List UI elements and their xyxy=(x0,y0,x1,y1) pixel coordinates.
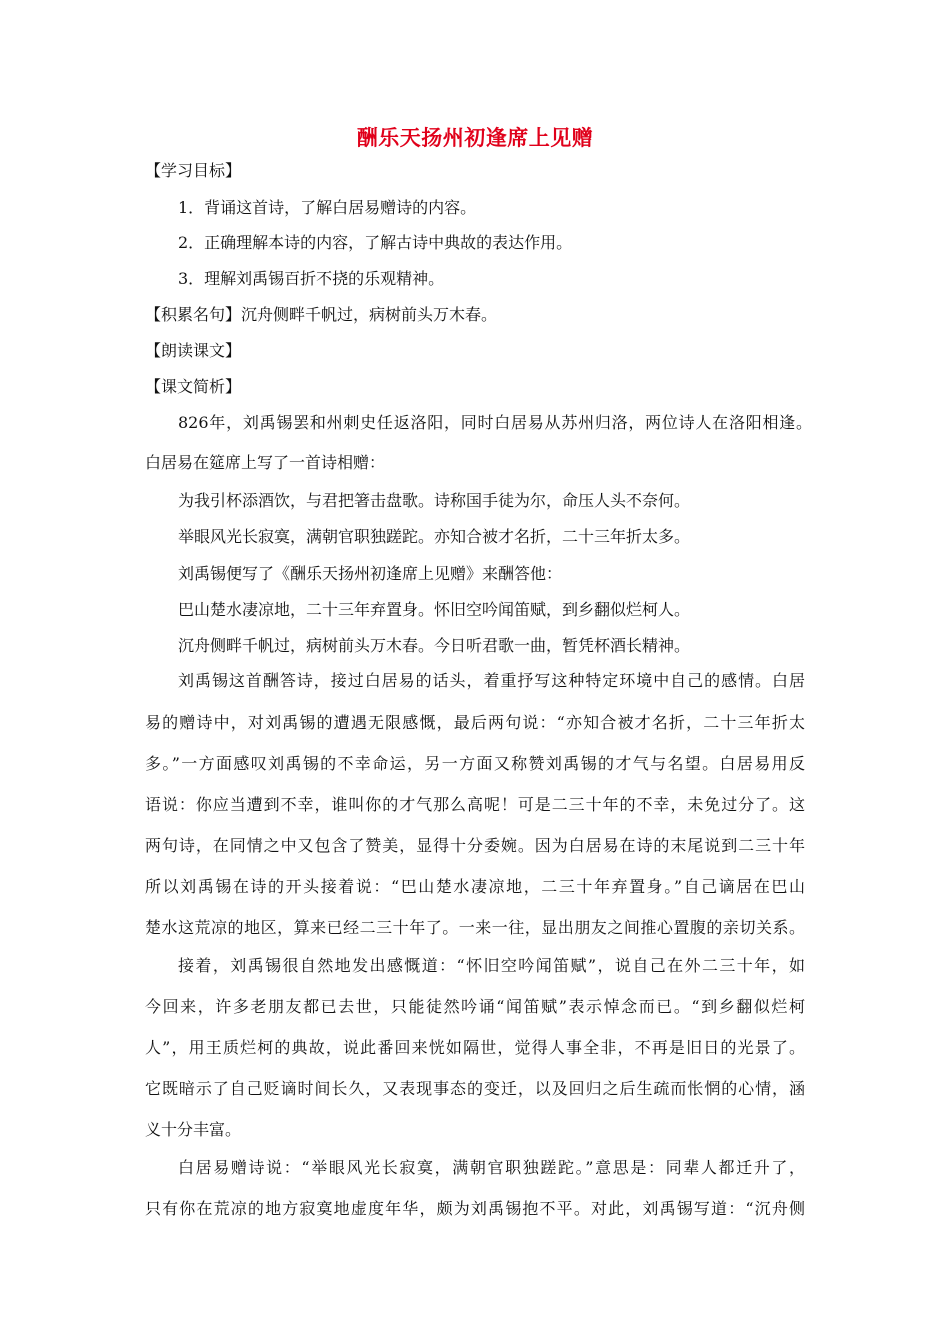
paragraph-line: 义十分丰富。 xyxy=(145,1120,242,1139)
poem-line: 为我引杯添酒饮，与君把箸击盘歌。诗称国手徒为尔，命压人头不奈何。 xyxy=(178,491,691,510)
paragraph-line: 易的赠诗中，对刘禹锡的遭遇无限感慨，最后两句说：“亦知合被才名折，二十三年折太 xyxy=(145,713,805,732)
poem-line: 巴山楚水凄凉地，二十三年弃置身。怀旧空吟闻笛赋，到乡翻似烂柯人。 xyxy=(178,600,691,619)
document-title: 酬乐天扬州初逢席上见赠 xyxy=(356,126,594,150)
paragraph-line: 826年，刘禹锡罢和州刺史任返洛阳，同时白居易从苏州归洛，两位诗人在洛阳相逢。 xyxy=(178,413,812,432)
paragraph-line: 白居易在筵席上写了一首诗相赠： xyxy=(145,453,386,472)
paragraph-line: 白居易赠诗说：“举眼风光长寂寞，满朝官职独蹉跎。”意思是：同辈人都迁升了， xyxy=(178,1158,805,1177)
famous-line: 【积累名句】沉舟侧畔千帆过，病树前头万木春。 xyxy=(145,305,498,324)
reading-heading: 【朗读课文】 xyxy=(145,341,242,360)
poem-line: 举眼风光长寂寞，满朝官职独蹉跎。亦知合被才名折，二十三年折太多。 xyxy=(178,527,691,546)
poem-line: 沉舟侧畔千帆过，病树前头万木春。今日听君歌一曲，暂凭杯酒长精神。 xyxy=(178,636,691,655)
paragraph-line: 它既暗示了自己贬谪时间长久，又表现事态的变迁，以及回归之后生疏而怅惘的心情，涵 xyxy=(145,1079,805,1098)
paragraph-line: 楚水这荒凉的地区，算来已经二三十年了。一来一往，显出朋友之间推心置腹的亲切关系。 xyxy=(145,918,805,937)
paragraph-line: 所以刘禹锡在诗的开头接着说：“巴山楚水凄凉地，二三十年弃置身。”自己谪居在巴山 xyxy=(145,877,805,896)
analysis-heading: 【课文简析】 xyxy=(145,377,242,396)
goals-heading: 【学习目标】 xyxy=(145,161,242,180)
goal-item: 2．正确理解本诗的内容，了解古诗中典故的表达作用。 xyxy=(178,233,573,252)
goal-item: 1．背诵这首诗，了解白居易赠诗的内容。 xyxy=(178,198,477,217)
paragraph-line: 人”，用王质烂柯的典故，说此番回来恍如隔世，觉得人事全非，不再是旧日的光景了。 xyxy=(145,1038,805,1057)
paragraph-line: 多。”一方面感叹刘禹锡的不幸命运，另一方面又称赞刘禹锡的才气与名望。白居易用反 xyxy=(145,754,805,773)
paragraph-line: 刘禹锡这首酬答诗，接过白居易的话头，着重抒写这种特定环境中自己的感情。白居 xyxy=(178,671,805,690)
paragraph-line: 语说：你应当遭到不幸，谁叫你的才气那么高呢！可是二三十年的不幸，未免过分了。这 xyxy=(145,795,805,814)
paragraph-line: 两句诗，在同情之中又包含了赞美，显得十分委婉。因为白居易在诗的末尾说到二三十年 xyxy=(145,836,805,855)
paragraph-line: 今回来，许多老朋友都已去世，只能徒然吟诵“闻笛赋”表示悼念而已。“到乡翻似烂柯 xyxy=(145,997,805,1016)
paragraph-line: 刘禹锡便写了《酬乐天扬州初逢席上见赠》来酬答他： xyxy=(178,564,563,583)
paragraph-line: 只有你在荒凉的地方寂寞地虚度年华，颇为刘禹锡抱不平。对此，刘禹锡写道：“沉舟侧 xyxy=(145,1199,805,1218)
goal-item: 3．理解刘禹锡百折不挠的乐观精神。 xyxy=(178,269,445,288)
paragraph-line: 接着，刘禹锡很自然地发出感慨道：“怀旧空吟闻笛赋”，说自己在外二三十年，如 xyxy=(178,956,805,975)
